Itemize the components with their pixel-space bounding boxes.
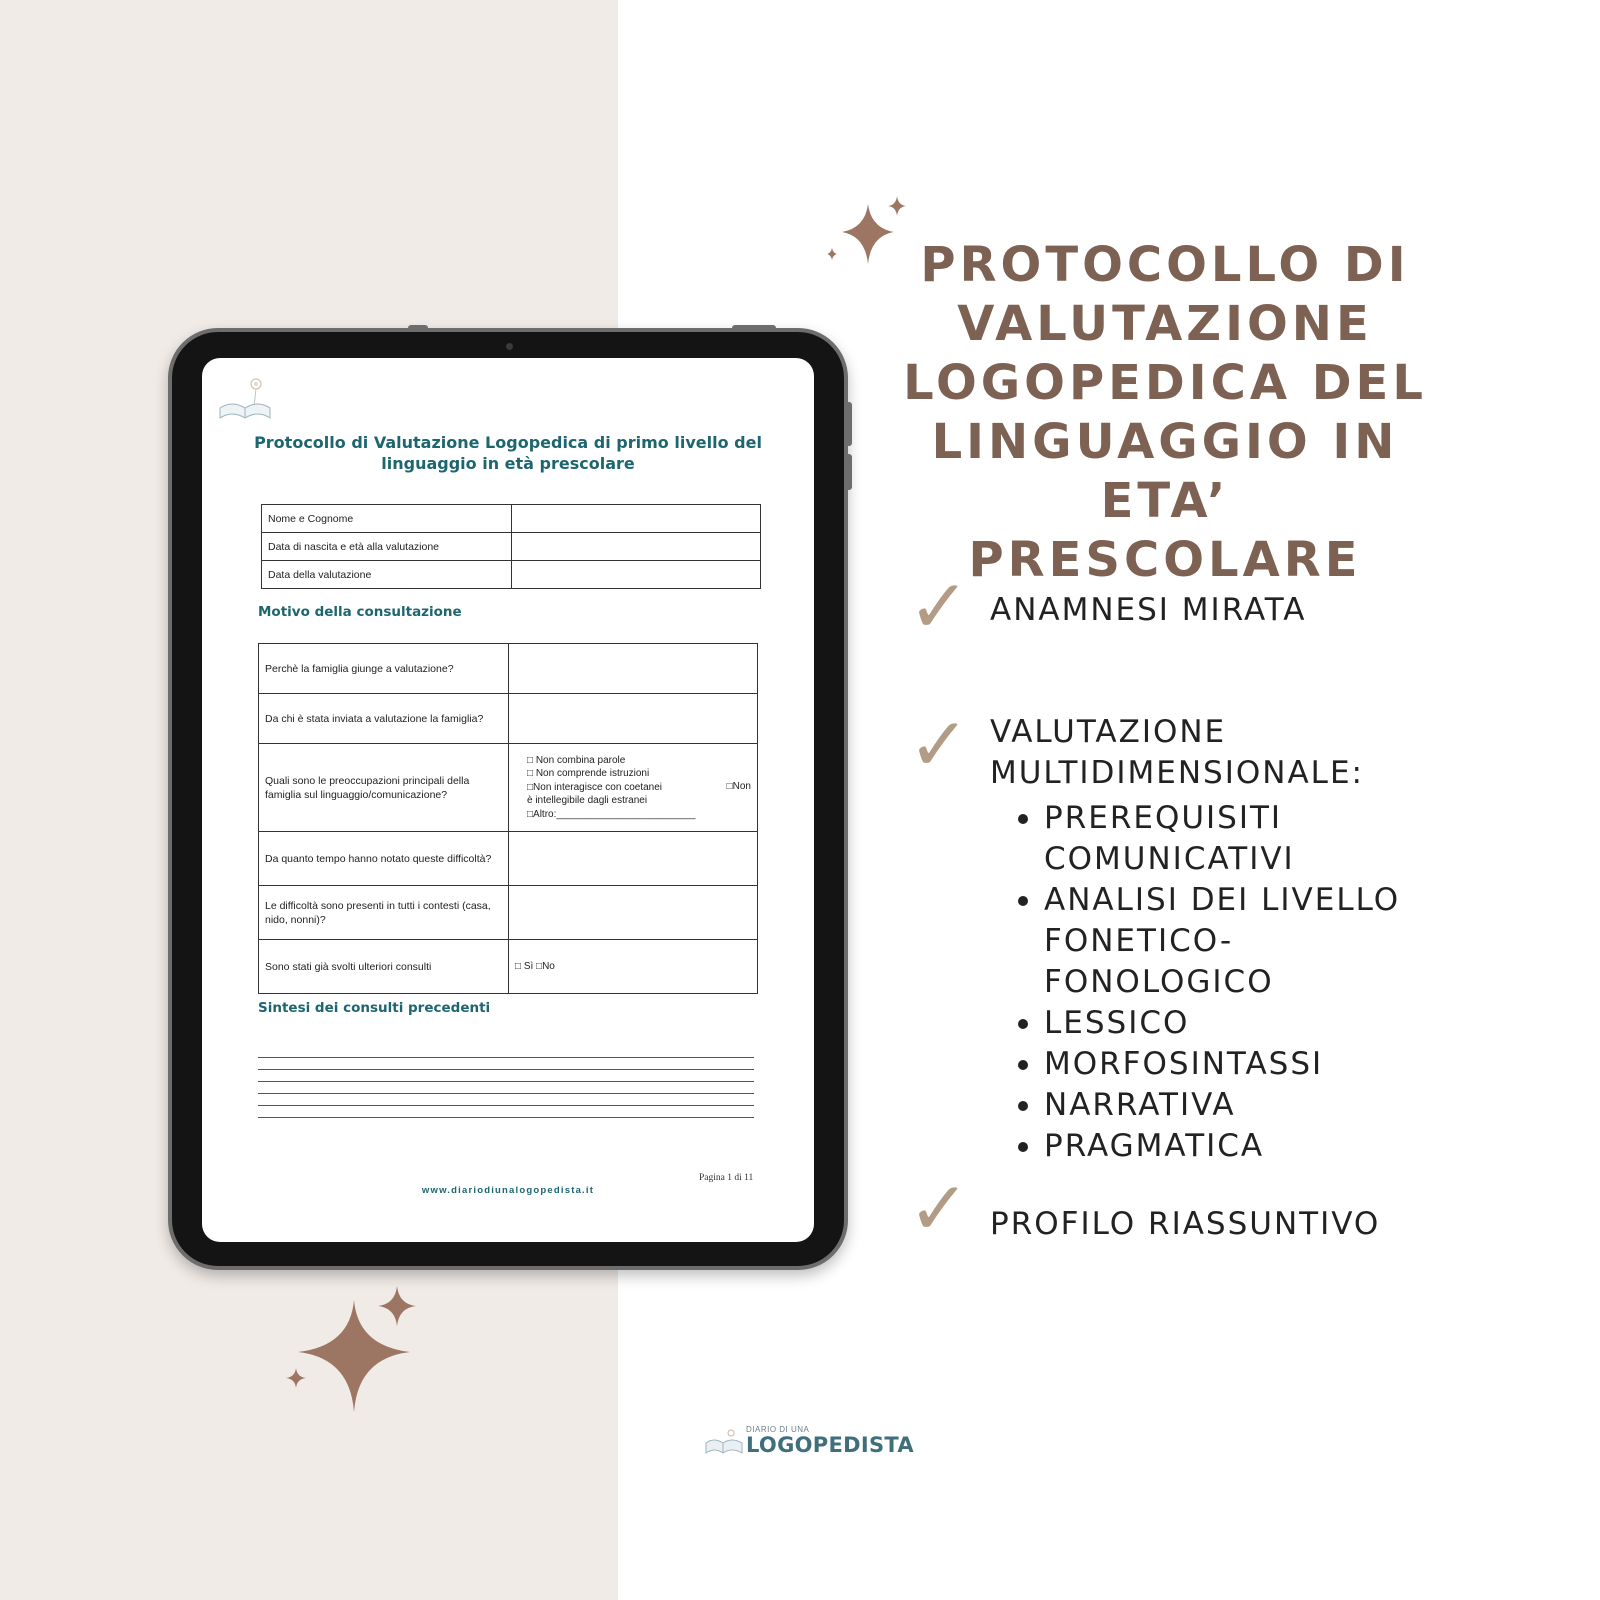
list-item-line: FONOLOGICO [1044,964,1274,1000]
brand-small-text: DIARIO DI UNA [746,1425,810,1434]
headline-line: LOGOPEDICA DEL [903,355,1427,411]
book-flower-logo-icon [216,372,274,424]
feature-anamnesi: ANAMNESI MIRATA [990,592,1307,628]
brand-name: LOGOPEDISTA [746,1433,914,1457]
headline-line: LINGUAGGIO IN [931,414,1399,470]
consultation-table [258,643,758,994]
table-row [259,744,758,832]
writing-line [258,1070,754,1082]
writing-line [258,1058,754,1070]
option-item: è intellegibile dagli estranei [527,795,648,807]
question-cell: Quali sono le preoccupazioni principali della famiglia sul linguaggio/comunicazione? [259,744,509,832]
list-item-line: ANALISI DEI LIVELLO [1044,882,1401,918]
checkmark-icon: ✓ [908,564,971,650]
list-item-line: MORFOSINTASSI [1044,1046,1324,1082]
answer-cell [509,886,758,940]
tablet-side-button [847,454,852,490]
checkmark-icon: ✓ [908,702,971,788]
writing-line [258,1082,754,1094]
sparkle-icon [282,1286,432,1420]
question-cell: Sono stati già svolti ulteriori consulti [259,940,509,994]
option-item: □ Non combina parole [527,754,626,766]
list-item-line: FONETICO- [1044,923,1234,959]
tablet-top-button [408,325,428,329]
info-label: Nome e Cognome [262,505,512,533]
writing-line [258,1094,754,1106]
info-label: Data di nascita e età alla valutazione [262,533,512,561]
list-item [1018,1003,1400,1044]
question-cell: Perchè la famiglia giunge a valutazione? [259,644,509,694]
option-item: □Non interagisce con coetanei [527,781,663,793]
evaluation-sublist [1018,798,1400,1167]
sparkle-icon [822,196,908,276]
si-no-cell: □ Sì □No [509,940,758,994]
table-row [259,644,758,694]
info-value-cell [512,505,761,533]
camera-dot [506,343,513,350]
question-cell: Le difficoltà sono presenti in tutti i contesti (casa, nido, nonni)? [259,886,509,940]
info-value-cell [512,533,761,561]
document-title-line: Protocollo di Valutazione Logopedica di primo livello del [254,433,762,452]
feature-valutazione [990,712,1364,794]
table-row [259,940,758,994]
website-url: www.diariodiunalogopedista.it [421,1185,595,1196]
patient-info-table [261,504,761,589]
document-title-line: linguaggio in età prescolare [381,454,635,473]
headline-line: VALUTAZIONE [957,296,1373,352]
list-item [1018,1044,1400,1085]
feature-line: VALUTAZIONE [990,714,1227,750]
list-item [1018,880,1400,1003]
options-cell [509,744,758,832]
table-row [259,886,758,940]
list-item-line: LESSICO [1044,1005,1190,1041]
headline [900,236,1430,590]
brand-logo [704,1425,914,1461]
checkmark-icon: ✓ [908,1166,971,1252]
list-item [1018,1126,1400,1167]
table-row [262,561,761,589]
answer-cell [509,832,758,886]
sintesi-lines [258,1046,754,1118]
tablet-top-button [732,325,776,329]
feature-line: MULTIDIMENSIONALE: [990,755,1364,791]
feature-profilo: PROFILO RIASSUNTIVO [990,1206,1381,1242]
option-item: □ Non comprende istruzioni [527,768,650,780]
tablet-mockup [168,328,848,1270]
option-item: □Altro:_________________________ [527,808,696,820]
book-logo-icon [704,1427,744,1457]
list-item-line: PREREQUISITI [1044,800,1283,836]
question-cell: Da chi è stata inviata a valutazione la famiglia? [259,694,509,744]
headline-line: PROTOCOLLO DI [920,237,1410,293]
answer-cell [509,694,758,744]
info-value-cell [512,561,761,589]
writing-line [258,1106,754,1118]
document-title [242,432,774,474]
headline-line: ETA’ PRESCOLARE [968,473,1362,588]
table-row [262,533,761,561]
list-item-line: NARRATIVA [1044,1087,1236,1123]
list-item [1018,1085,1400,1126]
option-non: □Non [726,781,751,792]
sintesi-heading: Sintesi dei consulti precedenti [258,1000,491,1016]
table-row [259,832,758,886]
question-cell: Da quanto tempo hanno notato queste difficoltà? [259,832,509,886]
table-row [259,694,758,744]
tablet-side-button [847,402,852,446]
writing-line [258,1046,754,1058]
table-row [262,505,761,533]
info-label: Data della valutazione [262,561,512,589]
answer-cell [509,644,758,694]
tablet-screen [202,358,814,1242]
page-number: Pagina 1 di 11 [699,1173,754,1183]
list-item [1018,798,1400,880]
motivo-heading: Motivo della consultazione [258,604,462,620]
list-item-line: COMUNICATIVI [1044,841,1295,877]
list-item-line: PRAGMATICA [1044,1128,1265,1164]
